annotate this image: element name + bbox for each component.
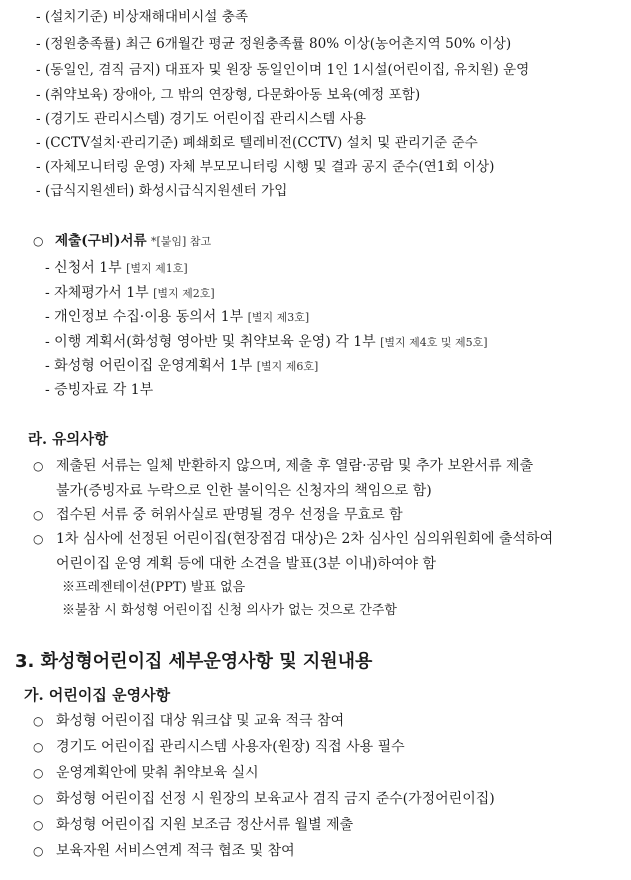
star-note-1: ※프레젠테이션(PPT) 발표 없음	[62, 580, 246, 595]
operation-item-6: 보육자원 서비스연계 적극 협조 및 참여	[56, 843, 295, 859]
notes-bullet-icon: ○	[33, 532, 44, 546]
document-item-6	[45, 380, 153, 400]
document-item-1	[45, 258, 188, 279]
criteria-item-3: - (동일인, 겸직 금지) 대표자 및 원장 동일인이며 1인 1시설(어린이집, 유치원) 운영	[36, 62, 530, 78]
operation-item-1: 화성형 어린이집 대상 워크샵 및 교육 적극 참여	[56, 713, 345, 729]
notes-bullet-icon: ○	[33, 459, 44, 473]
documents-bullet-icon: ○	[33, 234, 44, 248]
operation-item-3: 운영계획안에 맞춰 취약보육 실시	[56, 765, 259, 781]
section-3-bullet-icon: ○	[33, 740, 44, 754]
section-3-bullet-icon: ○	[33, 714, 44, 728]
document-item-text: - 자체평가서 1부	[45, 285, 149, 301]
criteria-item-7: - (자체모니터링 운영) 자체 부모모니터링 시행 및 결과 공지 준수(연1회 이상)	[36, 159, 495, 175]
section-3-bullet-icon: ○	[33, 844, 44, 858]
note-1-line-2: 불가(증빙자료 누락으로 인한 불이익은 신청자의 책임으로 함)	[56, 483, 432, 499]
document-item-2	[45, 283, 215, 304]
star-note-2: ※불참 시 화성형 어린이집 신청 의사가 없는 것으로 간주함	[62, 603, 397, 618]
document-item-text: - 화성형 어린이집 운영계획서 1부	[45, 358, 253, 374]
document-item-ref: [별지 제4호 및 제5호]	[380, 336, 488, 349]
criteria-item-6: - (CCTV설치·관리기준) 폐쇄회로 텔레비전(CCTV) 설치 및 관리기준 준수	[36, 135, 478, 151]
note-3-line-1: 1차 심사에 선정된 어린이집(현장점검 대상)은 2차 심사인 심의위원회에 출석하여	[56, 531, 554, 547]
criteria-item-1: - (설치기준) 비상재해대비시설 충족	[36, 9, 249, 25]
document-item-text: - 개인정보 수집·이용 동의서 1부	[45, 309, 244, 325]
section-3-bullet-icon: ○	[33, 818, 44, 832]
note-1-line-1: 제출된 서류는 일체 반환하지 않으며, 제출 후 열람·공람 및 추가 보완서류 제출	[56, 458, 534, 474]
section-3-bullet-icon: ○	[33, 766, 44, 780]
operation-item-4: 화성형 어린이집 선정 시 원장의 보육교사 겸직 금지 준수(가정어린이집)	[56, 791, 495, 807]
document-item-5	[45, 356, 318, 377]
criteria-item-8: - (급식지원센터) 화성시급식지원센터 가입	[36, 183, 288, 199]
note-3-line-2: 어린이집 운영 계획 등에 대한 소견을 발표(3분 이내)하여야 함	[56, 556, 437, 572]
document-item-text: - 증빙자료 각 1부	[45, 382, 154, 398]
notes-bullet-icon: ○	[33, 508, 44, 522]
notes-heading: 라. 유의사항	[28, 431, 109, 448]
document-item-text: - 이행 계획서(화성형 영아반 및 취약보육 운영) 각 1부	[45, 334, 376, 350]
section-3-title: 3. 화성형어린이집 세부운영사항 및 지원내용	[15, 651, 373, 672]
documents-title: 제출(구비)서류	[55, 233, 147, 249]
document-item-text: - 신청서 1부	[45, 260, 122, 276]
section-3-subheading: 가. 어린이집 운영사항	[24, 686, 171, 704]
criteria-item-2: - (정원충족률) 최근 6개월간 평균 정원충족률 80% 이상(농어촌지역 50% 이상)	[36, 36, 512, 52]
documents-heading	[55, 231, 211, 252]
document-item-ref: [별지 제3호]	[247, 311, 310, 324]
document-item-4	[45, 332, 488, 353]
criteria-item-5: - (경기도 관리시스템) 경기도 어린이집 관리시스템 사용	[36, 111, 367, 127]
document-item-ref: [별지 제2호]	[153, 287, 215, 300]
document-item-ref: [별지 제1호]	[126, 262, 188, 275]
section-3-bullet-icon: ○	[33, 792, 44, 806]
document-item-ref: [별지 제6호]	[256, 360, 319, 373]
criteria-item-4: - (취약보육) 장애아, 그 밖의 연장형, 다문화아동 보육(예정 포함)	[36, 87, 421, 103]
note-2-line-1: 접수된 서류 중 허위사실로 판명될 경우 선정을 무효로 함	[56, 507, 403, 523]
documents-note: *[붙임] 참고	[150, 235, 212, 248]
operation-item-5: 화성형 어린이집 지원 보조금 정산서류 월별 제출	[56, 817, 354, 833]
document-item-3	[45, 307, 309, 328]
operation-item-2: 경기도 어린이집 관리시스템 사용자(원장) 직접 사용 필수	[56, 739, 405, 755]
